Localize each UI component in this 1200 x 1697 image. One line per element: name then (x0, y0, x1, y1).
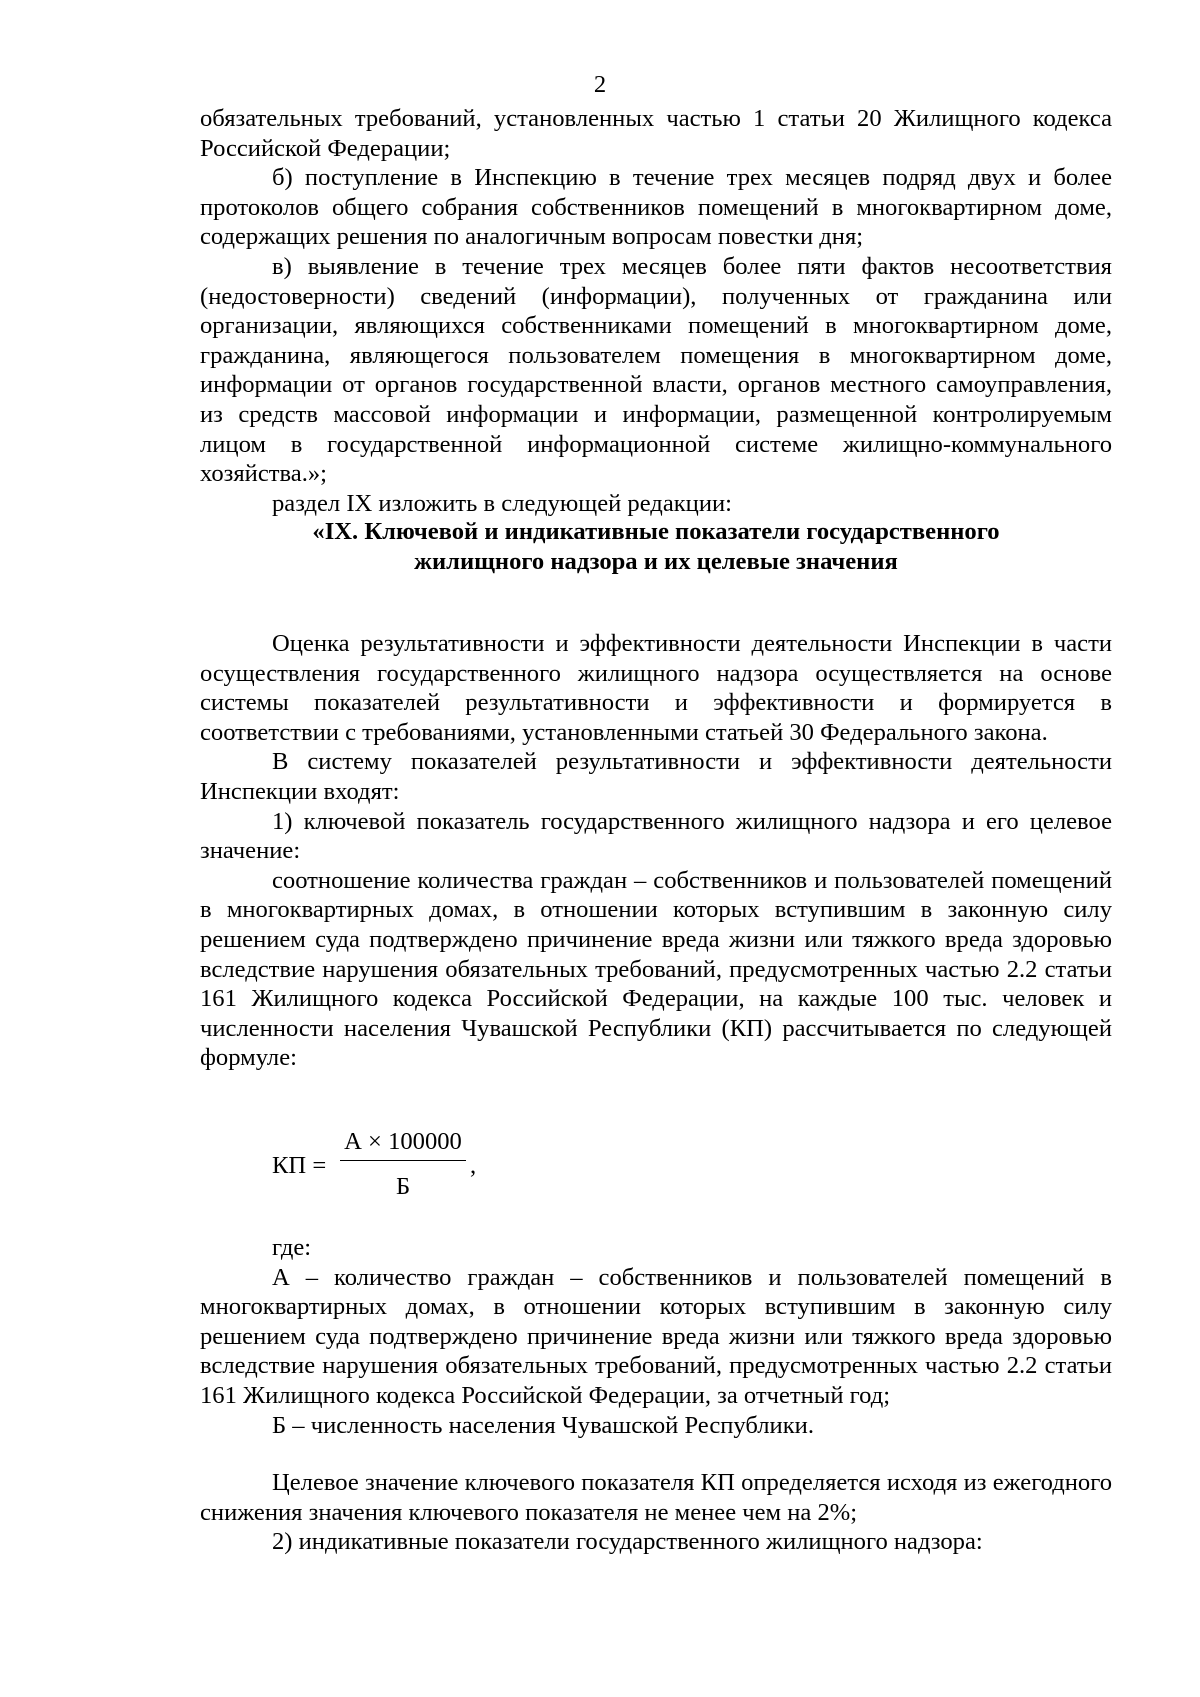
continuation-block (200, 104, 1112, 518)
definitions-block (200, 1233, 1112, 1440)
formula-comma: , (470, 1152, 477, 1179)
paragraph-item-b: б) поступление в Инспекцию в течение трех месяцев подряд двух и более протоколов общего собрания собственников помещений в многоквартирном доме, содержащих решения по аналогичным вопросам повестки дня; (200, 164, 1112, 251)
formula-numerator: А × 100000 (344, 1128, 462, 1155)
formula-fraction-bar (340, 1160, 466, 1161)
formula-lhs: КП = (272, 1152, 327, 1179)
paragraph-indicative: 2) индикативные показатели государственного жилищного надзора: (272, 1528, 983, 1556)
page-number: 2 (593, 71, 607, 98)
paragraph-key-indicator: 1) ключевой показатель государственного жилищного надзора и его целевое значение: (200, 807, 1112, 865)
paragraph-def-a: А – количество граждан – собственников и пользователей помещений в многоквартирных домах, в отношении которых вступившим в законную силу решением суда подтверждено причинение вреда жизни или тяжкого вреда здоровью вследствие нарушения обязательных требований, предусмотренных частью 2.2 статьи 161 Жилищного кодекса Российской Федерации, за отчетный год; (200, 1263, 1112, 1409)
kp-formula (272, 1127, 672, 1207)
paragraph-target-value: Целевое значение ключевого показателя КП определяется исходя из ежегодного снижения значения ключевого показателя не менее чем на 2%; (200, 1469, 1112, 1526)
section-heading-line-1: «IX. Ключевой и индикативные показатели государственного (312, 518, 1000, 545)
section-heading (200, 517, 1112, 576)
formula-denominator: Б (395, 1173, 411, 1200)
paragraph-system: В систему показателей результативности и эффективности деятельности Инспекции входят: (200, 748, 1112, 805)
paragraph-ratio-definition: соотношение количества граждан – собственников и пользователей помещений в многоквартирных домах, в отношении которых вступившим в законную силу решением суда подтверждено причинение вреда жизни или тяжкого вреда здоровью вследствие нарушения обязательных требований, предусмотренных частью 2.2 статьи 161 Жилищного кодекса Российской Федерации, на каждые 100 тыс. человек и численности населения Чувашской Республики (КП) рассчитывается по следующей формуле: (200, 866, 1112, 1072)
paragraph-def-b: Б – численность населения Чувашской Республики. (272, 1411, 814, 1439)
paragraph-continuation: обязательных требований, установленных частью 1 статьи 20 Жилищного кодекса Российской Федерации; (200, 105, 1112, 162)
indicators-block (200, 629, 1112, 1073)
paragraph-section-ix-intro: раздел IX изложить в следующей редакции: (272, 489, 733, 517)
paragraph-item-v: в) выявление в течение трех месяцев более пяти фактов несоответствия (недостоверности) сведений (информации), полученных от гражданина или организации, являющихся собственниками помещений в многоквартирном доме, гражданина, являющегося пользователем помещения в многоквартирном доме, информации от органов государственной власти, органов местного самоуправления, из средств массовой информации и информации, размещенной контролируемым лицом в государственной информационной системе жилищно-коммунального хозяйства.»; (200, 252, 1112, 488)
paragraph-assessment: Оценка результативности и эффективности деятельности Инспекции в части осуществления государственного жилищного надзора осуществляется на основе системы показателей результативности и эффективности и формируется в соответствии с требованиями, установленными статьей 30 Федерального закона. (200, 630, 1112, 746)
section-heading-line-2: жилищного надзора и их целевые значения (414, 547, 898, 575)
paragraph-where: где: (272, 1234, 312, 1261)
target-block (200, 1468, 1112, 1557)
